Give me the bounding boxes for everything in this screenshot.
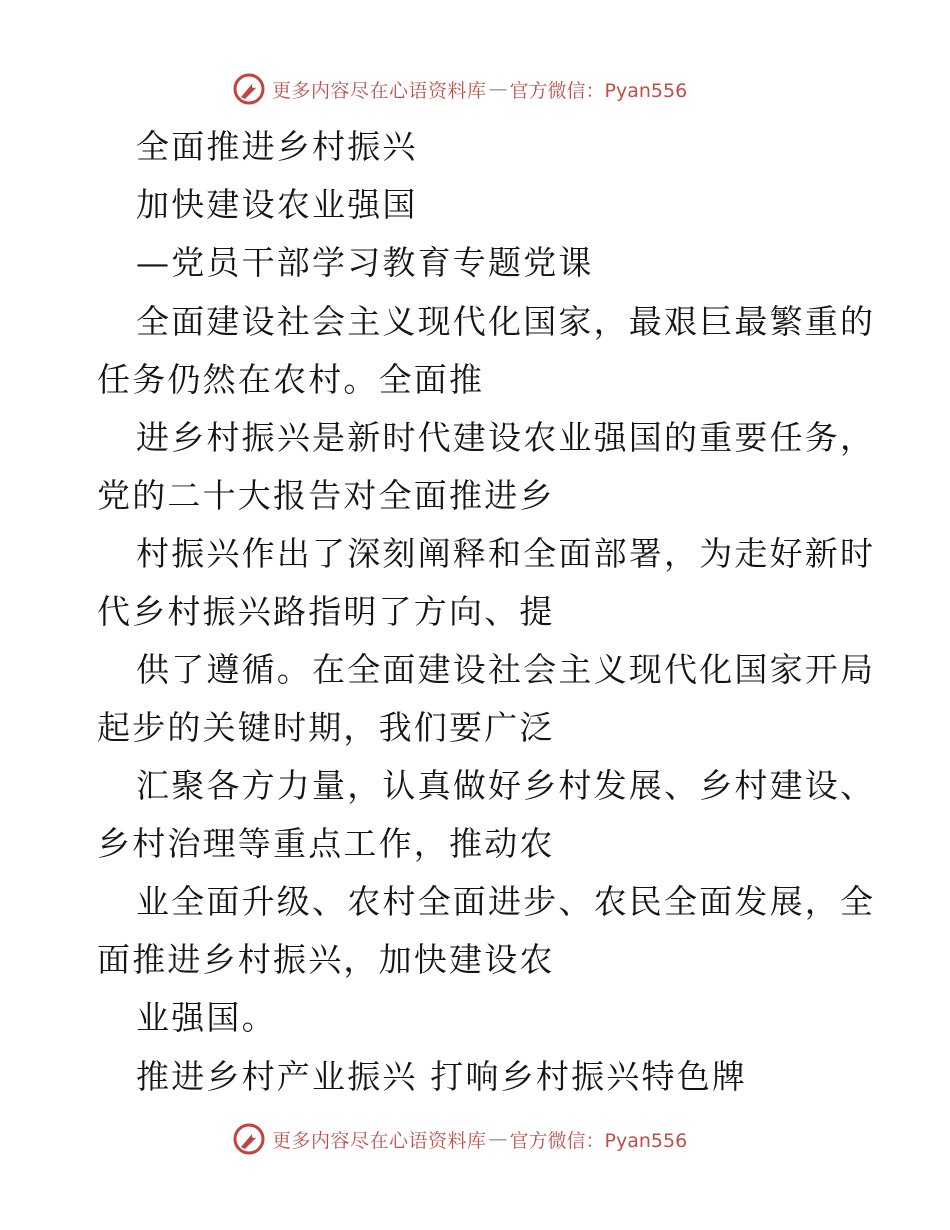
watermark-wechat-text: 官方微信：Pyan556 bbox=[509, 1129, 688, 1152]
watermark-wechat-text: 官方微信：Pyan556 bbox=[509, 79, 688, 102]
doc-paragraph-line: 进乡村振兴是新时代建设农业强国的重要任务， bbox=[136, 418, 876, 457]
doc-section-heading: 推进乡村产业振兴 打响乡村振兴特色牌 bbox=[136, 1057, 748, 1096]
doc-paragraph-line: 村振兴作出了深刻阐释和全面部署，为走好新时 bbox=[136, 534, 876, 573]
watermark-footer bbox=[232, 1122, 687, 1156]
doc-paragraph-line: 起步的关键时期，我们要广泛 bbox=[97, 708, 555, 747]
doc-paragraph-line: 业全面升级、农村全面进步、农民全面发展，全 bbox=[136, 882, 876, 921]
doc-title-line-2: 加快建设农业强国 bbox=[136, 185, 418, 224]
watermark-site-text: 更多内容尽在心语资料库 bbox=[272, 79, 487, 102]
watermark-separator: — bbox=[488, 1128, 508, 1150]
doc-paragraph-line: 代乡村振兴路指明了方向、提 bbox=[97, 592, 555, 631]
doc-subtitle: —党员干部学习教育专题党课 bbox=[136, 243, 594, 282]
doc-paragraph-line: 面推进乡村振兴，加快建设农 bbox=[97, 940, 555, 979]
doc-paragraph-line: 汇聚各方力量，认真做好乡村发展、乡村建设、 bbox=[136, 766, 876, 805]
watermark-site-text: 更多内容尽在心语资料库 bbox=[272, 1129, 487, 1152]
pen-nib-logo-icon bbox=[232, 1122, 266, 1156]
pen-nib-logo-icon bbox=[232, 72, 266, 106]
doc-paragraph-line: 乡村治理等重点工作，推动农 bbox=[97, 824, 555, 863]
watermark-header bbox=[232, 72, 687, 106]
doc-paragraph-line: 业强国。 bbox=[136, 998, 277, 1037]
watermark-separator: — bbox=[488, 78, 508, 100]
doc-paragraph-line: 供了遵循。在全面建设社会主义现代化国家开局 bbox=[136, 650, 876, 689]
doc-paragraph-line: 全面建设社会主义现代化国家，最艰巨最繁重的 bbox=[136, 302, 876, 341]
doc-paragraph-line: 党的二十大报告对全面推进乡 bbox=[97, 476, 555, 515]
doc-paragraph-line: 任务仍然在农村。全面推 bbox=[97, 360, 485, 399]
doc-title-line-1: 全面推进乡村振兴 bbox=[136, 127, 418, 166]
